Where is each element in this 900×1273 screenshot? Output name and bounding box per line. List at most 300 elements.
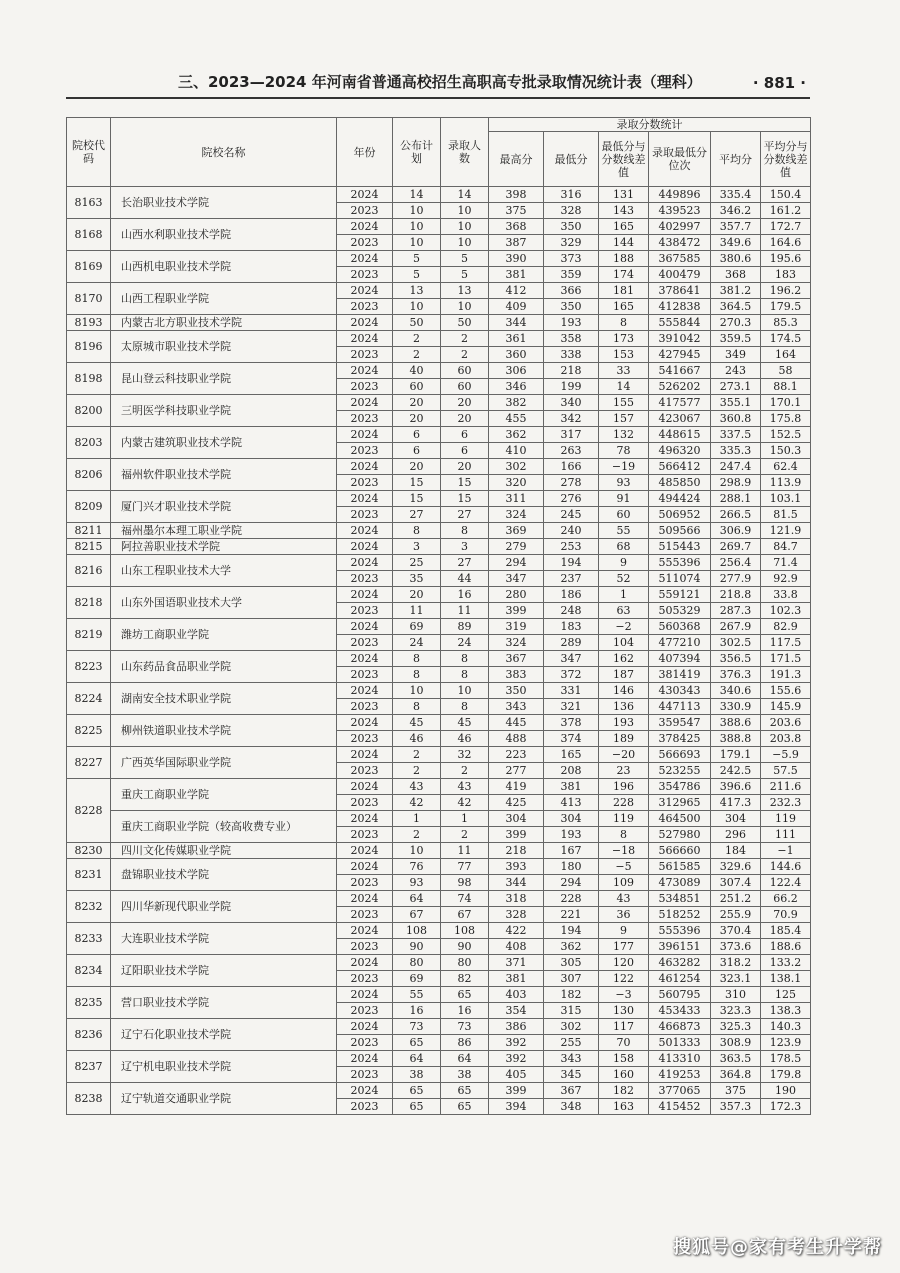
school-code: 8223 [67, 651, 111, 683]
cell-min-diff: 8 [599, 315, 649, 331]
cell-min-rank: 407394 [649, 651, 711, 667]
school-name: 四川文化传媒职业学院 [111, 843, 337, 859]
cell-plan: 5 [393, 251, 441, 267]
cell-avg-diff: 138.1 [761, 971, 811, 987]
cell-admitted: 89 [441, 619, 489, 635]
cell-max: 394 [489, 1099, 544, 1115]
cell-avg-diff: 152.5 [761, 427, 811, 443]
header-rule [66, 97, 810, 99]
cell-min-diff: 1 [599, 587, 649, 603]
cell-avg-diff: 33.8 [761, 587, 811, 603]
cell-max: 393 [489, 859, 544, 875]
cell-year: 2024 [337, 427, 393, 443]
cell-min-rank: 555396 [649, 923, 711, 939]
cell-avg-diff: 179.5 [761, 299, 811, 315]
cell-admitted: 77 [441, 859, 489, 875]
cell-avg-diff: 161.2 [761, 203, 811, 219]
cell-min: 193 [544, 315, 599, 331]
cell-plan: 2 [393, 763, 441, 779]
cell-min-rank: 541667 [649, 363, 711, 379]
cell-plan: 11 [393, 603, 441, 619]
cell-year: 2024 [337, 491, 393, 507]
cell-min-diff: 109 [599, 875, 649, 891]
school-name: 昆山登云科技职业学院 [111, 363, 337, 395]
cell-plan: 8 [393, 699, 441, 715]
cell-min-diff: 120 [599, 955, 649, 971]
cell-plan: 60 [393, 379, 441, 395]
cell-admitted: 6 [441, 443, 489, 459]
cell-min-rank: 477210 [649, 635, 711, 651]
cell-avg: 375 [711, 1083, 761, 1099]
cell-min-rank: 427945 [649, 347, 711, 363]
cell-avg-diff: 57.5 [761, 763, 811, 779]
cell-avg: 356.5 [711, 651, 761, 667]
cell-max: 399 [489, 1083, 544, 1099]
cell-year: 2024 [337, 363, 393, 379]
cell-min: 248 [544, 603, 599, 619]
cell-avg-diff: 92.9 [761, 571, 811, 587]
school-code: 8227 [67, 747, 111, 779]
cell-min-rank: 561585 [649, 859, 711, 875]
cell-avg: 266.5 [711, 507, 761, 523]
cell-max: 403 [489, 987, 544, 1003]
cell-min-diff: 136 [599, 699, 649, 715]
cell-year: 2024 [337, 587, 393, 603]
cell-plan: 65 [393, 1099, 441, 1115]
cell-plan: 108 [393, 923, 441, 939]
cell-min-rank: 377065 [649, 1083, 711, 1099]
cell-admitted: 64 [441, 1051, 489, 1067]
cell-max: 367 [489, 651, 544, 667]
table-row [67, 523, 811, 539]
cell-min-diff: 196 [599, 779, 649, 795]
table-row [67, 251, 811, 267]
cell-min-diff: 33 [599, 363, 649, 379]
cell-admitted: 16 [441, 1003, 489, 1019]
cell-min-rank: 506952 [649, 507, 711, 523]
cell-avg-diff: 71.4 [761, 555, 811, 571]
cell-admitted: 15 [441, 475, 489, 491]
cell-admitted: 86 [441, 1035, 489, 1051]
cell-avg: 218.8 [711, 587, 761, 603]
cell-min: 180 [544, 859, 599, 875]
cell-avg-diff: 145.9 [761, 699, 811, 715]
school-code: 8237 [67, 1051, 111, 1083]
cell-avg-diff: 150.4 [761, 187, 811, 203]
cell-admitted: 10 [441, 299, 489, 315]
cell-min: 343 [544, 1051, 599, 1067]
cell-avg-diff: 183 [761, 267, 811, 283]
cell-avg: 273.1 [711, 379, 761, 395]
cell-admitted: 60 [441, 363, 489, 379]
cell-min: 381 [544, 779, 599, 795]
cell-min-diff: 132 [599, 427, 649, 443]
cell-min-rank: 415452 [649, 1099, 711, 1115]
cell-avg-diff: 102.3 [761, 603, 811, 619]
cell-admitted: 42 [441, 795, 489, 811]
cell-min-rank: 515443 [649, 539, 711, 555]
cell-max: 390 [489, 251, 544, 267]
cell-plan: 25 [393, 555, 441, 571]
table-row [67, 363, 811, 379]
cell-year: 2023 [337, 635, 393, 651]
cell-plan: 13 [393, 283, 441, 299]
cell-avg: 256.4 [711, 555, 761, 571]
school-code: 8211 [67, 523, 111, 539]
cell-plan: 45 [393, 715, 441, 731]
school-code: 8231 [67, 859, 111, 891]
cell-avg-diff: 58 [761, 363, 811, 379]
cell-avg: 179.1 [711, 747, 761, 763]
page-title: 三、2023—2024 年河南省普通高校招生高职高专批录取情况统计表（理科） [178, 73, 702, 91]
cell-min-diff: 155 [599, 395, 649, 411]
cell-admitted: 2 [441, 331, 489, 347]
cell-min: 374 [544, 731, 599, 747]
cell-min-rank: 419253 [649, 1067, 711, 1083]
cell-avg: 368 [711, 267, 761, 283]
cell-min-rank: 501333 [649, 1035, 711, 1051]
cell-year: 2023 [337, 603, 393, 619]
cell-admitted: 98 [441, 875, 489, 891]
cell-admitted: 2 [441, 347, 489, 363]
cell-avg-diff: 203.6 [761, 715, 811, 731]
cell-min: 218 [544, 363, 599, 379]
cell-min-rank: 555844 [649, 315, 711, 331]
cell-max: 410 [489, 443, 544, 459]
header-plan: 公布计划 [393, 118, 441, 187]
cell-year: 2023 [337, 1003, 393, 1019]
table-row [67, 587, 811, 603]
cell-min: 166 [544, 459, 599, 475]
cell-avg-diff: 174.5 [761, 331, 811, 347]
cell-max: 223 [489, 747, 544, 763]
header-avg: 平均分 [711, 132, 761, 187]
cell-year: 2024 [337, 251, 393, 267]
cell-max: 360 [489, 347, 544, 363]
school-code: 8228 [67, 779, 111, 843]
cell-max: 392 [489, 1051, 544, 1067]
cell-avg-diff: 138.3 [761, 1003, 811, 1019]
cell-min: 167 [544, 843, 599, 859]
cell-min-diff: 68 [599, 539, 649, 555]
cell-year: 2023 [337, 347, 393, 363]
table-row [67, 987, 811, 1003]
cell-min-rank: 312965 [649, 795, 711, 811]
cell-min-diff: 160 [599, 1067, 649, 1083]
cell-avg-diff: 232.3 [761, 795, 811, 811]
cell-avg-diff: 188.6 [761, 939, 811, 955]
cell-min-diff: 8 [599, 827, 649, 843]
cell-admitted: 20 [441, 411, 489, 427]
cell-min-rank: 391042 [649, 331, 711, 347]
cell-avg: 277.9 [711, 571, 761, 587]
cell-avg-diff: 119 [761, 811, 811, 827]
cell-avg: 255.9 [711, 907, 761, 923]
cell-admitted: 90 [441, 939, 489, 955]
cell-min-rank: 412838 [649, 299, 711, 315]
table-row [67, 747, 811, 763]
cell-min: 413 [544, 795, 599, 811]
cell-max: 318 [489, 891, 544, 907]
cell-max: 344 [489, 315, 544, 331]
school-name: 阿拉善职业技术学院 [111, 539, 337, 555]
cell-year: 2024 [337, 395, 393, 411]
cell-plan: 15 [393, 475, 441, 491]
cell-admitted: 8 [441, 651, 489, 667]
cell-min: 359 [544, 267, 599, 283]
cell-min: 378 [544, 715, 599, 731]
cell-min: 237 [544, 571, 599, 587]
cell-year: 2024 [337, 555, 393, 571]
cell-avg: 304 [711, 811, 761, 827]
school-code: 8234 [67, 955, 111, 987]
cell-avg: 335.3 [711, 443, 761, 459]
cell-year: 2023 [337, 443, 393, 459]
cell-min-diff: 52 [599, 571, 649, 587]
cell-year: 2023 [337, 411, 393, 427]
cell-plan: 35 [393, 571, 441, 587]
cell-min-diff: −18 [599, 843, 649, 859]
cell-admitted: 65 [441, 1083, 489, 1099]
cell-avg: 360.8 [711, 411, 761, 427]
cell-max: 306 [489, 363, 544, 379]
cell-avg-diff: 144.6 [761, 859, 811, 875]
cell-year: 2023 [337, 699, 393, 715]
cell-plan: 6 [393, 443, 441, 459]
cell-avg: 302.5 [711, 635, 761, 651]
cell-min-rank: 527980 [649, 827, 711, 843]
cell-min-rank: 485850 [649, 475, 711, 491]
cell-plan: 1 [393, 811, 441, 827]
cell-avg-diff: 196.2 [761, 283, 811, 299]
cell-plan: 73 [393, 1019, 441, 1035]
cell-max: 328 [489, 907, 544, 923]
cell-year: 2024 [337, 315, 393, 331]
school-code: 8232 [67, 891, 111, 923]
cell-min-rank: 378425 [649, 731, 711, 747]
cell-min-rank: 464500 [649, 811, 711, 827]
school-name: 山西机电职业技术学院 [111, 251, 337, 283]
cell-plan: 10 [393, 299, 441, 315]
cell-min-rank: 466873 [649, 1019, 711, 1035]
cell-max: 425 [489, 795, 544, 811]
cell-min-diff: 78 [599, 443, 649, 459]
cell-admitted: 11 [441, 843, 489, 859]
cell-year: 2024 [337, 459, 393, 475]
school-name: 山西工程职业学院 [111, 283, 337, 315]
header-min-diff: 最低分与分数线差值 [599, 132, 649, 187]
cell-admitted: 16 [441, 587, 489, 603]
cell-avg-diff: 171.5 [761, 651, 811, 667]
cell-min: 186 [544, 587, 599, 603]
school-name: 潍坊工商职业学院 [111, 619, 337, 651]
cell-min: 245 [544, 507, 599, 523]
table-row [67, 779, 811, 795]
cell-admitted: 8 [441, 699, 489, 715]
school-name: 盘锦职业技术学院 [111, 859, 337, 891]
cell-admitted: 74 [441, 891, 489, 907]
cell-avg: 243 [711, 363, 761, 379]
header-score-group: 录取分数统计 [489, 118, 811, 132]
cell-min-rank: 396151 [649, 939, 711, 955]
cell-avg-diff: 172.7 [761, 219, 811, 235]
table-row [67, 1019, 811, 1035]
cell-admitted: 27 [441, 555, 489, 571]
cell-min-diff: 104 [599, 635, 649, 651]
cell-min-diff: 122 [599, 971, 649, 987]
school-name: 重庆工商职业学院 [111, 779, 337, 811]
table-row [67, 459, 811, 475]
cell-min-rank: 566693 [649, 747, 711, 763]
cell-max: 294 [489, 555, 544, 571]
cell-max: 445 [489, 715, 544, 731]
cell-plan: 2 [393, 747, 441, 763]
cell-admitted: 2 [441, 827, 489, 843]
table-row [67, 219, 811, 235]
cell-avg-diff: 172.3 [761, 1099, 811, 1115]
cell-admitted: 5 [441, 251, 489, 267]
cell-min-rank: 511074 [649, 571, 711, 587]
cell-min-rank: 367585 [649, 251, 711, 267]
table-row [67, 811, 811, 827]
cell-admitted: 20 [441, 459, 489, 475]
cell-max: 362 [489, 427, 544, 443]
cell-min-diff: 131 [599, 187, 649, 203]
cell-min-diff: 162 [599, 651, 649, 667]
cell-min: 331 [544, 683, 599, 699]
cell-min: 372 [544, 667, 599, 683]
cell-min-diff: 55 [599, 523, 649, 539]
cell-avg: 325.3 [711, 1019, 761, 1035]
cell-avg: 269.7 [711, 539, 761, 555]
cell-min-diff: 14 [599, 379, 649, 395]
cell-avg-diff: 179.8 [761, 1067, 811, 1083]
cell-min-rank: 560368 [649, 619, 711, 635]
cell-admitted: 11 [441, 603, 489, 619]
cell-admitted: 65 [441, 987, 489, 1003]
cell-max: 399 [489, 827, 544, 843]
cell-admitted: 10 [441, 235, 489, 251]
cell-max: 302 [489, 459, 544, 475]
school-code: 8219 [67, 619, 111, 651]
cell-admitted: 8 [441, 667, 489, 683]
cell-max: 304 [489, 811, 544, 827]
cell-plan: 80 [393, 955, 441, 971]
cell-max: 399 [489, 603, 544, 619]
cell-avg-diff: 170.1 [761, 395, 811, 411]
cell-year: 2023 [337, 1067, 393, 1083]
table-row [67, 395, 811, 411]
cell-max: 218 [489, 843, 544, 859]
header-admitted: 录取人数 [441, 118, 489, 187]
school-code: 8196 [67, 331, 111, 363]
cell-avg: 288.1 [711, 491, 761, 507]
cell-plan: 55 [393, 987, 441, 1003]
cell-max: 346 [489, 379, 544, 395]
school-name: 四川华新现代职业学院 [111, 891, 337, 923]
cell-avg-diff: 195.6 [761, 251, 811, 267]
cell-avg: 251.2 [711, 891, 761, 907]
cell-min-rank: 400479 [649, 267, 711, 283]
cell-avg-diff: 113.9 [761, 475, 811, 491]
cell-avg-diff: 211.6 [761, 779, 811, 795]
cell-avg: 310 [711, 987, 761, 1003]
cell-min-rank: 417577 [649, 395, 711, 411]
table-row [67, 283, 811, 299]
cell-min: 221 [544, 907, 599, 923]
cell-min-rank: 438472 [649, 235, 711, 251]
cell-max: 343 [489, 699, 544, 715]
cell-min: 302 [544, 1019, 599, 1035]
cell-plan: 69 [393, 619, 441, 635]
school-code: 8233 [67, 923, 111, 955]
cell-min: 276 [544, 491, 599, 507]
cell-min-diff: 165 [599, 299, 649, 315]
cell-max: 392 [489, 1035, 544, 1051]
cell-avg: 357.3 [711, 1099, 761, 1115]
cell-plan: 20 [393, 459, 441, 475]
cell-plan: 8 [393, 667, 441, 683]
cell-min-rank: 496320 [649, 443, 711, 459]
cell-admitted: 24 [441, 635, 489, 651]
cell-admitted: 3 [441, 539, 489, 555]
cell-max: 279 [489, 539, 544, 555]
cell-min-diff: 228 [599, 795, 649, 811]
cell-min-rank: 423067 [649, 411, 711, 427]
cell-admitted: 44 [441, 571, 489, 587]
cell-min: 194 [544, 555, 599, 571]
cell-max: 383 [489, 667, 544, 683]
cell-admitted: 5 [441, 267, 489, 283]
table-row [67, 651, 811, 667]
cell-admitted: 60 [441, 379, 489, 395]
cell-min-rank: 378641 [649, 283, 711, 299]
cell-avg-diff: 150.3 [761, 443, 811, 459]
cell-min: 348 [544, 1099, 599, 1115]
cell-plan: 6 [393, 427, 441, 443]
cell-min-diff: 188 [599, 251, 649, 267]
cell-plan: 15 [393, 491, 441, 507]
school-name: 山西水利职业技术学院 [111, 219, 337, 251]
cell-avg-diff: 175.8 [761, 411, 811, 427]
cell-year: 2024 [337, 843, 393, 859]
cell-admitted: 80 [441, 955, 489, 971]
cell-min-diff: −5 [599, 859, 649, 875]
cell-year: 2023 [337, 299, 393, 315]
table-row [67, 1083, 811, 1099]
header-min-rank: 录取最低分位次 [649, 132, 711, 187]
cell-admitted: 38 [441, 1067, 489, 1083]
cell-min-diff: 36 [599, 907, 649, 923]
cell-min: 199 [544, 379, 599, 395]
cell-min-rank: 559121 [649, 587, 711, 603]
cell-avg-diff: 155.6 [761, 683, 811, 699]
cell-avg-diff: 133.2 [761, 955, 811, 971]
cell-min-diff: 144 [599, 235, 649, 251]
cell-admitted: 50 [441, 315, 489, 331]
cell-min-diff: −2 [599, 619, 649, 635]
cell-plan: 65 [393, 1035, 441, 1051]
table-row [67, 491, 811, 507]
cell-avg: 287.3 [711, 603, 761, 619]
cell-year: 2024 [337, 187, 393, 203]
table-row [67, 555, 811, 571]
table-row [67, 539, 811, 555]
table-row [67, 923, 811, 939]
cell-min-rank: 453433 [649, 1003, 711, 1019]
cell-min: 358 [544, 331, 599, 347]
cell-plan: 2 [393, 347, 441, 363]
